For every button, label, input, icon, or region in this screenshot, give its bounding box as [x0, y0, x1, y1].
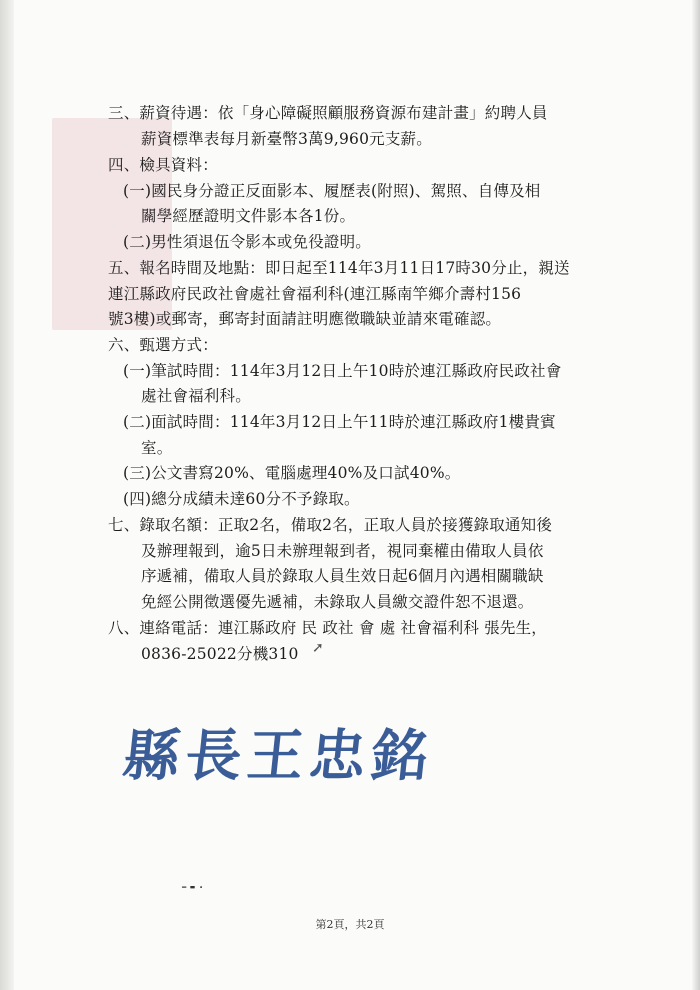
text-line: 五、報名時間及地點：即日起至114年3月11日17時30分止，親送: [108, 259, 570, 277]
text-line: 八、連絡電話：連江縣政府 民 政社 會 處 社會福利科 張先生，: [108, 619, 547, 637]
text-line: (一)筆試時間：114年3月12日上午10時於連江縣政府民政社會: [123, 362, 562, 380]
scan-artifact: ╴╸·: [182, 880, 204, 896]
text-line: 處社會福利科。: [141, 387, 251, 405]
text-line: 六、甄選方式：: [108, 336, 218, 354]
text-line: 號3樓)或郵寄，郵寄封面請註明應徵職缺並請來電確認。: [108, 310, 502, 328]
text-line: (一)國民身分證正反面影本、履歷表(附照)、駕照、自傳及相: [123, 182, 541, 200]
text-line: 及辦理報到，逾5日未辦理報到者，視同棄權由備取人員依: [141, 542, 544, 560]
text-line: (二)面試時間：114年3月12日上午11時於連江縣政府1樓貴賓: [123, 413, 556, 431]
handwritten-mark: ➚: [312, 640, 324, 656]
text-line: 免經公開徵選優先遞補，未錄取人員繳交證件恕不退還。: [141, 593, 534, 611]
page-footer: 第2頁，共2頁: [315, 918, 385, 931]
scan-edge-left: [0, 0, 14, 990]
signature-stamp: 縣長王忠銘: [120, 723, 438, 789]
text-line: (二)男性須退伍令影本或免役證明。: [123, 233, 371, 251]
text-line: 七、錄取名額：正取2名，備取2名，正取人員於接獲錄取通知後: [108, 516, 553, 534]
text-line: 關學經歷證明文件影本各1份。: [141, 207, 356, 225]
text-line: 薪資標準表每月新臺幣3萬9,960元支薪。: [141, 130, 432, 148]
scan-edge-right: [692, 0, 700, 990]
text-line: 0836-25022分機310: [141, 645, 299, 663]
text-line: 四、檢具資料：: [108, 156, 218, 174]
text-line: (四)總分成績未達60分不予錄取。: [123, 490, 360, 508]
text-line: 序遞補，備取人員於錄取人員生效日起6個月內遇相關職缺: [141, 567, 544, 585]
text-line: 室。: [141, 439, 173, 457]
text-line: (三)公文書寫20%、電腦處理40%及口試40%。: [123, 464, 461, 482]
text-line: 三、薪資待遇：依「身心障礙照顧服務資源布建計畫」約聘人員: [108, 104, 548, 122]
text-line: 連江縣政府民政社會處社會福利科(連江縣南竿鄉介壽村156: [108, 285, 522, 303]
